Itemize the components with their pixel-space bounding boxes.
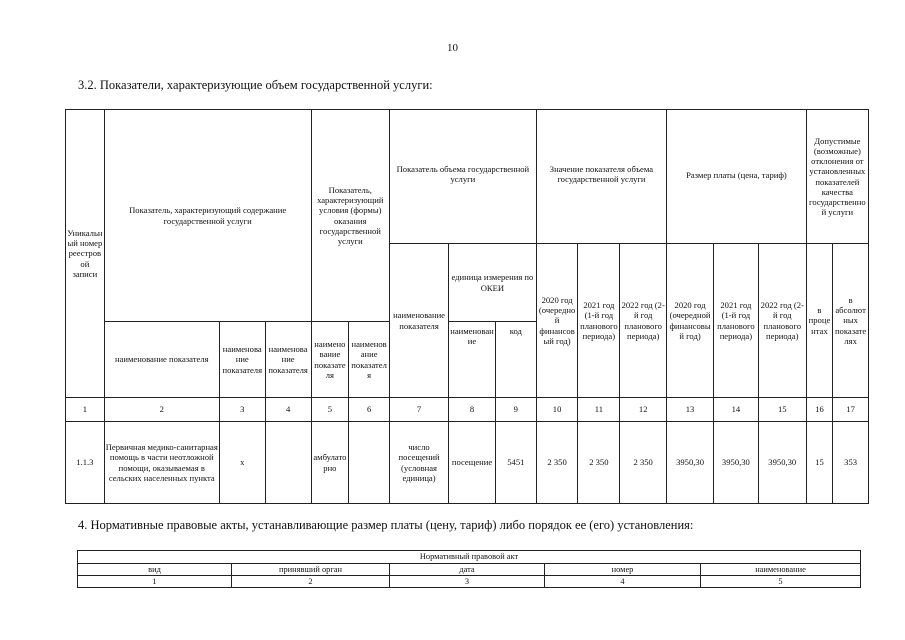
cell-value-2020: 2 350 [536, 422, 578, 504]
legal-acts-column-number: 4 [545, 576, 701, 588]
header-volume-indicator: Показатель объема государственной услуги [389, 110, 536, 244]
legal-acts-table [77, 550, 861, 588]
header-in-percent: в процентах [806, 244, 832, 398]
header-condition-name-1: наименование показателя [311, 322, 349, 398]
column-number: 12 [620, 398, 667, 422]
header-unit-code: код [495, 322, 536, 398]
header-condition-name-2: наименование показателя [349, 322, 390, 398]
section-3-2-title: 3.2. Показатели, характеризующие объем государственной услуги: [78, 78, 433, 92]
header-unit-okei: единица измерения по ОКЕИ [449, 244, 537, 322]
legal-acts-column-number: 1 [78, 576, 232, 588]
legal-acts-column-number: 5 [701, 576, 861, 588]
header-volume-value: Значение показателя объема государственной услуги [536, 110, 666, 244]
legal-acts-title: Нормативный правовой акт [78, 551, 861, 564]
column-number: 2 [104, 398, 219, 422]
header-year-2020: 2020 год (очередной финансовый год) [536, 244, 578, 398]
column-number: 5 [311, 398, 349, 422]
section-4-title: 4. Нормативные правовые акты, устанавливающие размер платы (цену, тариф) либо порядок ее (его) установления: [78, 518, 694, 532]
legal-acts-column-number: 3 [390, 576, 545, 588]
column-number: 9 [495, 398, 536, 422]
table-row [66, 422, 869, 504]
volume-indicators-table [65, 109, 869, 504]
header-fee-2020: 2020 год (очередной финансовый год) [667, 244, 714, 398]
column-number: 14 [713, 398, 758, 422]
column-number: 16 [806, 398, 832, 422]
legal-acts-column-header: дата [390, 564, 545, 576]
legal-acts-column-header: вид [78, 564, 232, 576]
column-number: 3 [219, 398, 265, 422]
column-number: 1 [66, 398, 105, 422]
legal-acts-column-header: принявший орган [232, 564, 390, 576]
cell-volume-name: число посещений (условная единица) [389, 422, 448, 504]
cell-deviation-percent: 15 [806, 422, 832, 504]
legal-acts-column-header: наименование [701, 564, 861, 576]
header-fee-2022: 2022 год (2-й год планового периода) [758, 244, 806, 398]
header-volume-indicator-name: наименование показателя [389, 244, 448, 398]
cell-content-name: Первичная медико-санитарная помощь в части неотложной помощи, оказываемая в сельских населенных пункта [104, 422, 219, 504]
header-registry-number: Уникальный номер реестровой записи [66, 110, 105, 398]
cell-content-3 [265, 422, 311, 504]
header-deviations: Допустимые (возможные) отклонения от установленных показателей качества государственной услуги [806, 110, 868, 244]
cell-condition-2 [349, 422, 390, 504]
column-number: 13 [667, 398, 714, 422]
header-year-2021: 2021 год (1-й год планового периода) [578, 244, 620, 398]
column-number: 10 [536, 398, 578, 422]
cell-condition-1: амбулаторно [311, 422, 349, 504]
header-content-indicator: Показатель, характеризующий содержание государственной услуги [104, 110, 311, 322]
header-condition-indicator: Показатель, характеризующий условия (формы) оказания государственной услуги [311, 110, 389, 322]
cell-fee-2020: 3950,30 [667, 422, 714, 504]
header-fee-size: Размер платы (цена, тариф) [667, 110, 807, 244]
header-content-name: наименование показателя [104, 322, 219, 398]
cell-value-2021: 2 350 [578, 422, 620, 504]
column-number: 8 [449, 398, 496, 422]
cell-fee-2021: 3950,30 [713, 422, 758, 504]
column-number: 7 [389, 398, 448, 422]
header-unit-name: наименование [449, 322, 496, 398]
cell-value-2022: 2 350 [620, 422, 667, 504]
header-fee-2021: 2021 год (1-й год планового периода) [713, 244, 758, 398]
column-number: 17 [833, 398, 869, 422]
legal-acts-column-header: номер [545, 564, 701, 576]
cell-unit-name: посещение [449, 422, 496, 504]
column-number: 15 [758, 398, 806, 422]
column-number: 11 [578, 398, 620, 422]
cell-deviation-absolute: 353 [833, 422, 869, 504]
header-content-name-2: наименование показателя [219, 322, 265, 398]
header-in-absolute: в абсолютных показателях [833, 244, 869, 398]
legal-acts-column-number: 2 [232, 576, 390, 588]
column-number: 4 [265, 398, 311, 422]
header-content-name-3: наименование показателя [265, 322, 311, 398]
cell-registry-number: 1.1.3 [66, 422, 105, 504]
cell-content-2: х [219, 422, 265, 504]
cell-fee-2022: 3950,30 [758, 422, 806, 504]
header-year-2022: 2022 год (2-й год планового периода) [620, 244, 667, 398]
cell-unit-code: 5451 [495, 422, 536, 504]
page-number: 10 [447, 42, 458, 54]
column-number: 6 [349, 398, 390, 422]
